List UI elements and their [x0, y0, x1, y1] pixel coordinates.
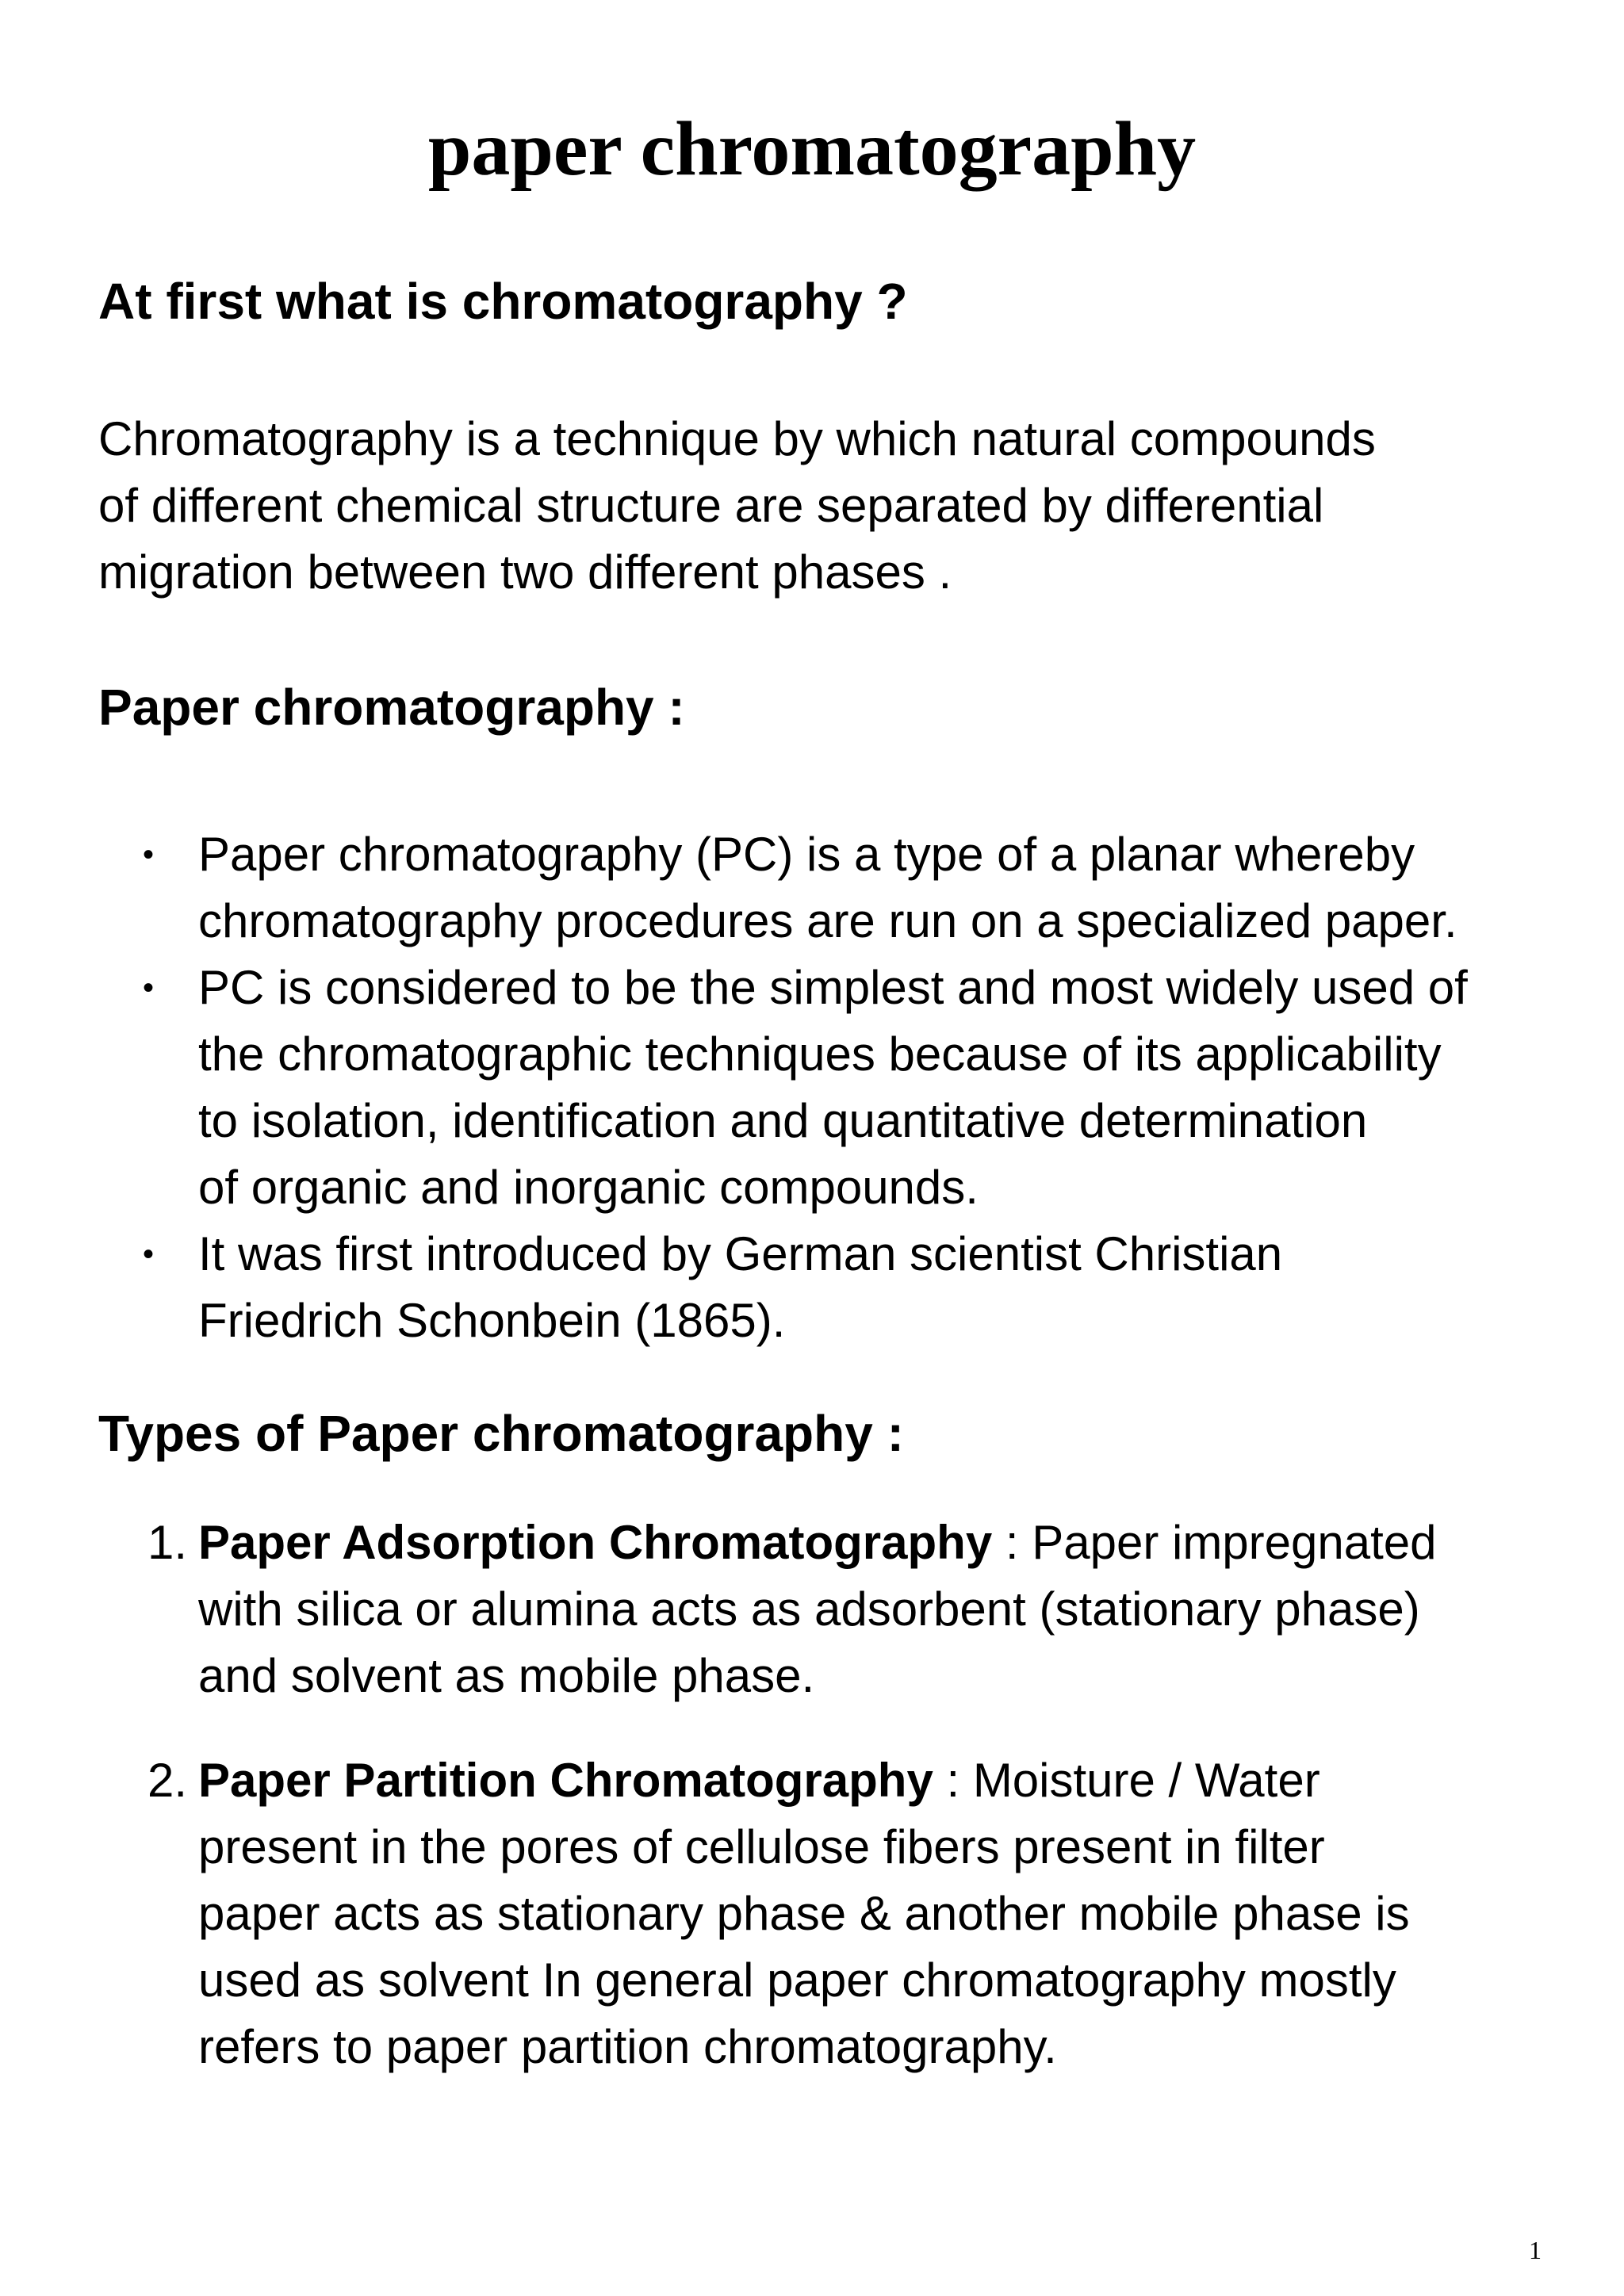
section-heading-what-is-chromatography: At first what is chromatography ? [98, 273, 908, 330]
list-item [0, 1221, 1624, 1354]
list-number: 2. [147, 1754, 188, 1807]
numbered-list-item-1 [0, 1510, 1624, 1709]
section-heading-paper-chromatography: Paper chromatography : [98, 679, 685, 736]
bullet-icon: • [143, 1237, 155, 1272]
list-item [0, 1747, 1624, 2080]
list-item-line: present in the pores of cellulose fibers present in filter [198, 1820, 1325, 1873]
paragraph-line: migration between two different phases . [98, 545, 952, 599]
list-item-line: Paper chromatography (PC) is a type of a planar whereby [198, 828, 1415, 881]
numbered-list-item-2 [0, 1747, 1624, 2080]
list-item [0, 1510, 1624, 1709]
bullet-icon: • [143, 837, 155, 872]
list-number: 1. [147, 1516, 188, 1569]
list-item-line: with silica or alumina acts as adsorbent (stationary phase) [198, 1582, 1420, 1636]
term-description: : Paper impregnated [992, 1516, 1437, 1569]
list-item-line: It was first introduced by German scientist Christian [198, 1227, 1283, 1280]
list-item-line: and solvent as mobile phase. [198, 1649, 815, 1702]
page-number: 1 [1529, 2236, 1542, 2264]
list-item-line: to isolation, identification and quantitative determination [198, 1094, 1368, 1147]
list-item-line [198, 1510, 1624, 1576]
bullet-list [0, 821, 1624, 1354]
definition-paragraph [98, 406, 1376, 606]
list-item-line: chromatography procedures are run on a specialized paper. [198, 894, 1457, 947]
list-item-line: of organic and inorganic compounds. [198, 1161, 979, 1214]
term: Paper Adsorption Chromatography [198, 1516, 993, 1569]
list-item-line: the chromatographic techniques because of its applicability [198, 1027, 1442, 1081]
list-item [0, 821, 1624, 955]
paragraph-line: Chromatography is a technique by which natural compounds [98, 412, 1376, 465]
list-item-line: refers to paper partition chromatography. [198, 2020, 1057, 2073]
term-description: : Moisture / Water [933, 1754, 1320, 1807]
paragraph-line: of different chemical structure are separated by differential [98, 479, 1324, 532]
list-item-line: used as solvent In general paper chromatography mostly [198, 1954, 1396, 2007]
list-item-line [198, 1747, 1624, 1814]
list-item-line: Friedrich Schonbein (1865). [198, 1294, 786, 1347]
list-item-line: paper acts as stationary phase & another mobile phase is [198, 1887, 1410, 1940]
term: Paper Partition Chromatography [198, 1754, 933, 1807]
list-item-line: PC is considered to be the simplest and most widely used of [198, 961, 1468, 1014]
page-title: paper chromatography [427, 106, 1197, 192]
section-heading-types: Types of Paper chromatography : [98, 1405, 904, 1462]
list-item [0, 955, 1624, 1221]
bullet-icon: • [143, 970, 155, 1005]
